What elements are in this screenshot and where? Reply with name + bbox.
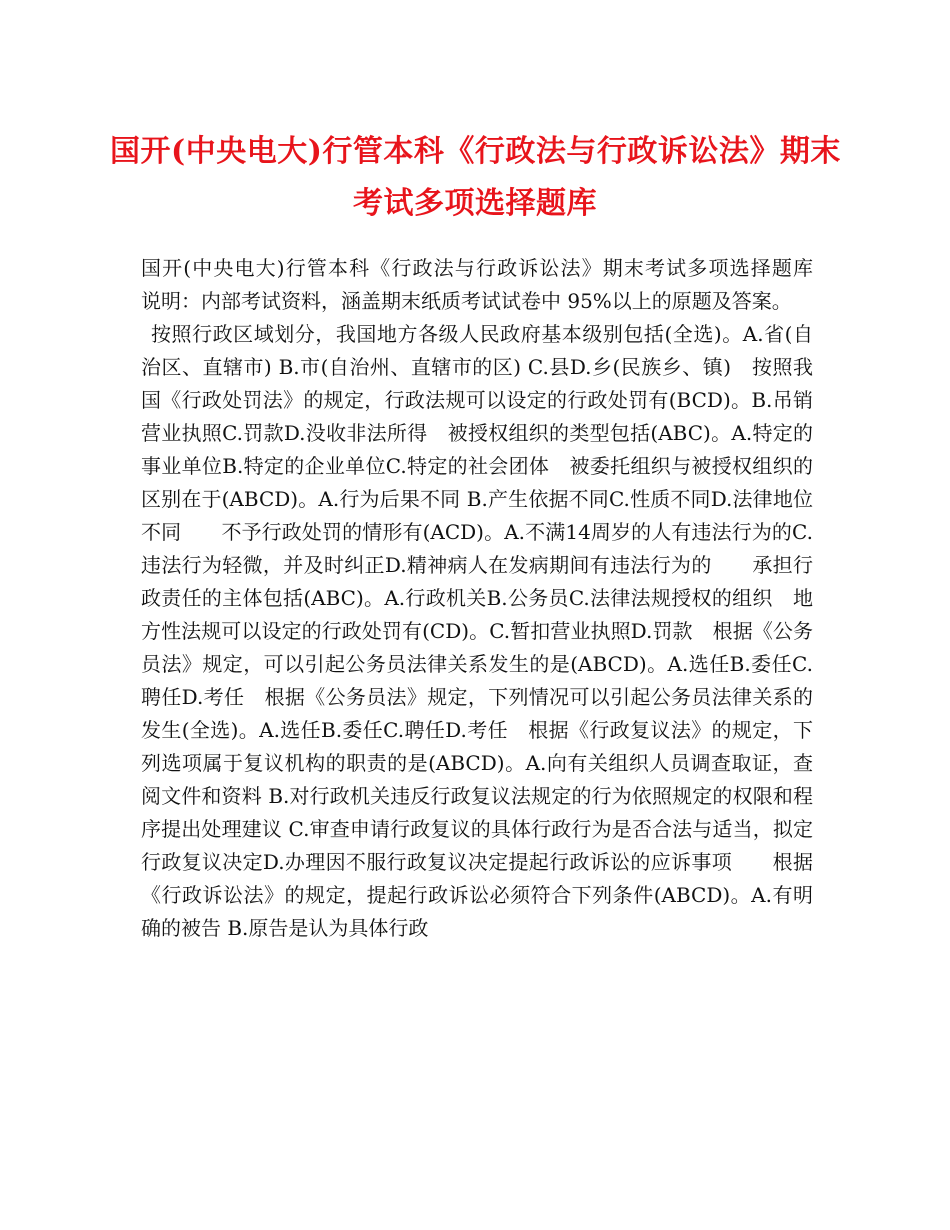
title-line-1: 国开(中央电大)行管本科《行政法与行政诉讼法》期末	[110, 134, 841, 169]
document-body	[141, 252, 833, 945]
page-title	[110, 126, 840, 230]
intro-paragraph: 国开(中央电大)行管本科《行政法与行政诉讼法》期末考试多项选择题库 说明：内部考试资料，涵盖期末纸质考试试卷中 95%以上的原题及答案。	[141, 256, 833, 313]
content-paragraph: 按照行政区域划分，我国地方各级人民政府基本级别包括(全选)。A.省(自治区、直辖市) B.市(自治州、直辖市的区) C.县D.乡(民族乡、镇) 按照我国《行政处罚法》的规定，行政法规可以设定的行政处罚有(BCD)。B.吊销营业执照C.罚款D.没收非法所得 被授权组织的类型包括(ABC)。A.特定的事业单位B.特定的企业单位C.特定的社会团体 被委托组织与被授权组织的区别在于(ABCD)。A.行为后果不同 B.产生依据不同C.性质不同D.法律地位不同 不予行政处罚的情形有(ACD)。A.不满14周岁的人有违法行为的C.违法行为轻微，并及时纠正D.精神病人在发病期间有违法行为的 承担行政责任的主体包括(ABC)。A.行政机关B.公务员C.法律法规授权的组织 地方性法规可以设定的行政处罚有(CD)。C.暂扣营业执照D.罚款 根据《公务员法》规定，可以引起公务员法律关系发生的是(ABCD)。A.选任B.委任C.聘任D.考任 根据《公务员法》规定，下列情况可以引起公务员法律关系的发生(全选)。A.选任B.委任C.聘任D.考任 根据《行政复议法》的规定，下列选项属于复议机构的职责的是(ABCD)。A.向有关组织人员调查取证，查阅文件和资料 B.对行政机关违反行政复议法规定的行为依照规定的权限和程序提出处理建议 C.审查申请行政复议的具体行政行为是否合法与适当，拟定行政复议决定D.办理因不服行政复议决定提起行政诉讼的应诉事项 根据《行政诉讼法》的规定，提起行政诉讼必须符合下列条件(ABCD)。A.有明确的被告 B.原告是认为具体行政	[141, 322, 813, 940]
title-line-2: 考试多项选择题库	[353, 186, 597, 221]
